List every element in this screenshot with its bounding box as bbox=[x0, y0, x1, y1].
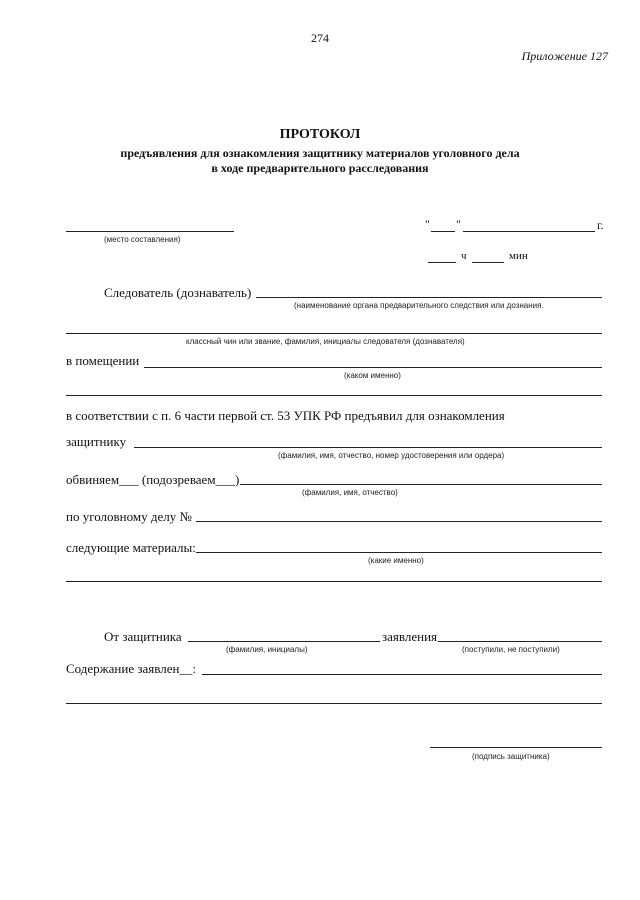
case-label: по уголовному делу № bbox=[66, 509, 192, 524]
date-quote-open: " bbox=[425, 217, 430, 231]
rank-caption: классный чин или звание, фамилия, инициалы следователя (дознавателя) bbox=[186, 337, 465, 346]
from-defender-caption: (фамилия, инициалы) bbox=[226, 645, 308, 654]
from-defender-label: От защитника bbox=[104, 629, 182, 644]
page-number: 274 bbox=[311, 31, 329, 45]
investigator-label: Следователь (дознаватель) bbox=[104, 285, 252, 300]
room-field-continued[interactable] bbox=[66, 395, 602, 396]
document-title: ПРОТОКОЛ bbox=[279, 127, 361, 142]
date-quote-close: " bbox=[456, 217, 461, 231]
statements-caption: (поступили, не поступили) bbox=[462, 645, 560, 654]
defender-caption: (фамилия, имя, отчество, номер удостоверения или ордера) bbox=[278, 451, 505, 460]
document-subtitle-line1: предъявления для ознакомления защитнику материалов уголовного дела bbox=[120, 146, 520, 160]
date-month-year-field[interactable] bbox=[463, 231, 595, 232]
statements-status-field[interactable] bbox=[438, 641, 602, 642]
materials-field[interactable] bbox=[196, 552, 602, 553]
materials-field-continued[interactable] bbox=[66, 581, 602, 582]
place-caption: (место составления) bbox=[104, 235, 181, 244]
appendix-label: Приложение 127 bbox=[521, 49, 608, 63]
signature-caption: (подпись защитника) bbox=[472, 752, 550, 761]
signature-field[interactable] bbox=[430, 747, 602, 748]
place-field[interactable] bbox=[66, 231, 234, 232]
hour-label: ч bbox=[461, 250, 467, 262]
accused-label: обвиняем___ (подозреваем___) bbox=[66, 472, 240, 487]
statement-text: в соответствии с п. 6 части первой ст. 53 УПК РФ предъявил для ознакомления bbox=[66, 408, 505, 423]
minute-field[interactable] bbox=[472, 262, 504, 263]
defender-field[interactable] bbox=[134, 447, 602, 448]
defender-label: защитнику bbox=[66, 434, 127, 449]
materials-caption: (какие именно) bbox=[368, 556, 424, 565]
content-field[interactable] bbox=[202, 674, 602, 675]
from-defender-field[interactable] bbox=[188, 641, 380, 642]
investigator-caption: (наименование органа предварительного следствия или дознания. bbox=[294, 301, 544, 310]
hour-field[interactable] bbox=[428, 262, 456, 263]
room-field[interactable] bbox=[144, 367, 602, 368]
minute-label: мин bbox=[509, 250, 528, 262]
room-caption: (каком именно) bbox=[344, 371, 401, 380]
document-subtitle-line2: в ходе предварительного расследования bbox=[211, 161, 429, 175]
case-number-field[interactable] bbox=[196, 521, 602, 522]
investigator-field[interactable] bbox=[256, 297, 602, 298]
materials-label: следующие материалы: bbox=[66, 540, 196, 555]
date-year-suffix: г. bbox=[597, 218, 604, 232]
accused-caption: (фамилия, имя, отчество) bbox=[302, 488, 398, 497]
content-label: Содержание заявлен__: bbox=[66, 661, 197, 676]
statements-label: заявления bbox=[382, 629, 438, 644]
room-label: в помещении bbox=[66, 353, 140, 368]
rank-field[interactable] bbox=[66, 333, 602, 334]
accused-field[interactable] bbox=[240, 484, 602, 485]
date-day-field[interactable] bbox=[431, 231, 455, 232]
content-field-continued[interactable] bbox=[66, 703, 602, 704]
